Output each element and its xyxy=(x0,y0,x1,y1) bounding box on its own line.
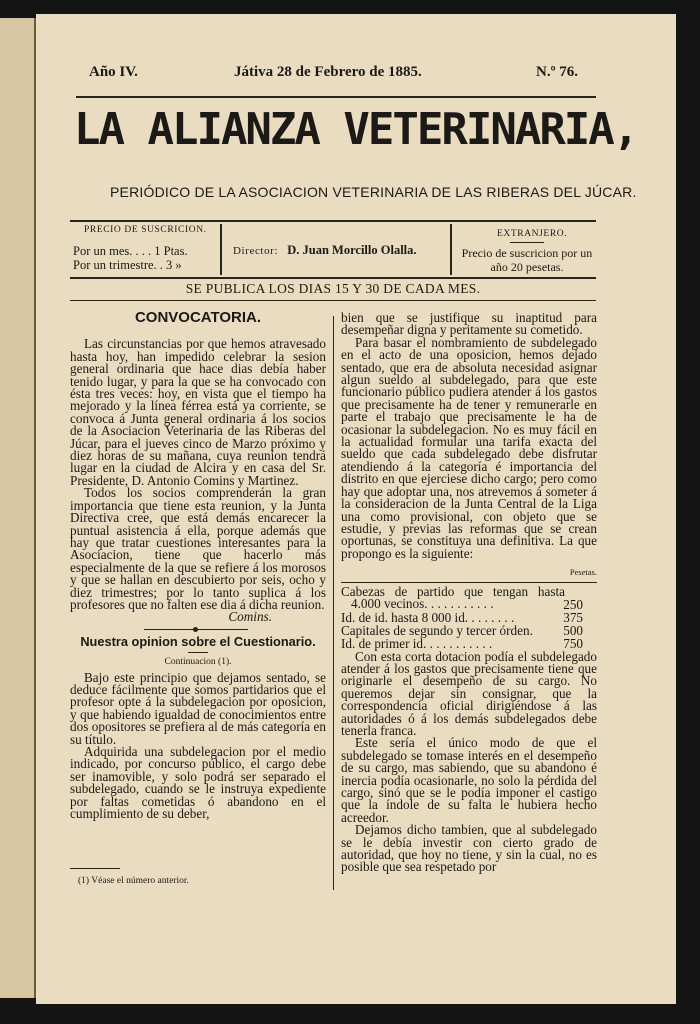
info-divider-1 xyxy=(220,224,222,275)
right-paragraph: Con esta corta dotacion podía el subdelegado atender á los gastos que precisamente tiene que originarle el desempeño de su cargo. No queremos dejar sin consignar, que la correspondencia oficial dirigiéndose á las autoridades ó á los demás subdelegados debe tenerla franca. xyxy=(341,648,597,738)
salary-row-label: Capitales de segundo y tercer órden. xyxy=(341,622,533,638)
previous-page-edge xyxy=(0,18,36,998)
salary-row-label: Id. de id. hasta 8 000 id. . . . . . . . xyxy=(341,609,515,625)
salary-row-label: Id. de primer id. . . . . . . . . . . xyxy=(341,635,493,651)
article-paragraph: Adquirida una subdelegacion por el medio indicado, por concurso público, el cargo debe ser inamovible, y solo podrá ser separado el subdelegado, cuando se le instruya expediente por faltas cometidas ó abandono en el cumplimiento de su deber, xyxy=(70,744,326,822)
salary-table-unit: Pesetas. xyxy=(569,567,597,578)
convocatoria-title: CONVOCATORIA. xyxy=(134,309,262,326)
info-bottom-rule xyxy=(70,277,596,279)
salary-row-value: 750 xyxy=(563,635,583,651)
salary-row xyxy=(341,635,597,651)
schedule-rule xyxy=(70,300,596,301)
foreign-heading: EXTRANJERO. xyxy=(497,229,568,239)
price-line-quarter: Por un trimestre. . 3 » xyxy=(73,258,182,272)
director-name: D. Juan Morcillo Olalla. xyxy=(287,243,417,257)
issue-place-date: Játiva 28 de Febrero de 1885. xyxy=(234,64,422,80)
price-line-month: Por un mes. . . . 1 Ptas. xyxy=(73,244,188,258)
director-line xyxy=(233,243,417,258)
footnote-rule xyxy=(70,868,120,869)
article-paragraph: Bajo este principio que dejamos sentado, se deduce fácilmente que somos partidarios que el profesor opte á la subdelegacion por oposicion, y que habiendo igualdad de conocimientos entre dos opositores se prefiera al de más categoría en su título. xyxy=(70,669,326,747)
article-title-rule xyxy=(188,652,208,653)
column-divider xyxy=(333,316,334,890)
salary-row xyxy=(341,583,597,613)
info-divider-2 xyxy=(450,224,452,275)
salary-row-label: Cabezas de partido que tengan hasta 4.000 vecinos. . . . . . . . . . . xyxy=(341,583,565,611)
salary-row-value: 375 xyxy=(563,609,583,625)
right-column xyxy=(341,312,597,874)
price-heading: PRECIO DE SUSCRICION. xyxy=(84,225,207,235)
masthead-title: LA ALIANZA VETERINARIA, xyxy=(74,104,638,155)
right-paragraph: Este sería el único modo de que el subdelegado se tomase interés en el desempeño de su cargo, mas sabiendo, que su abandono é inercia podía ocasionarle, no solo la pérdida del cargo, sinó que se le podía imponer el castigo que la índole de su falta le hubiera hecho acreedor. xyxy=(341,735,597,825)
header-rule xyxy=(76,96,596,98)
salary-row-value: 250 xyxy=(563,597,583,613)
salary-table-rule xyxy=(341,582,597,583)
convocatoria-paragraph: Las circunstancias por que hemos atravesado hasta hoy, han impedido celebrar la sesion general ordinaria que hace dias debía haber tenido lugar, y para la que se ha convocado con ésta tres veces: hoy, en vista que el tiempo ha mejorado y la línea férrea está ya corriente, se convoca á Junta general ordinaria á los socios de la Asociacion Veterinaria de las Riberas del Júcar, para el jueves cinco de Marzo próximo y diez horas de su mañana, cuya reunion tendrá lugar en la ciudad de Alcira y en casa del Sr. Presidente, D. Antonio Comins y Martinez. xyxy=(70,336,326,488)
issue-year: Año IV. xyxy=(89,64,138,80)
right-paragraph: Para basar el nombramiento de subdelegado en el acto de una oposicion, hemos dejado sentado, que era de absoluta necesidad asignar algun sueldo al subdelegado, para que este funcionario público pudiera atender á los gastos que precisamente ha de tener y remunerarle en parte el trabajo que precisamente le ha de ocasionar la subdelegacion. No es muy fácil en la actualidad formular una tarifa exacta del sueldo que cada subdelegado debe disfrutar atendiendo á la categoría é importancia del distrito en que ejerciese dicho cargo; pero como hay que adoptar una, nos atrevemos á someter á la consideracion de la Junta Central de la Liga una como provisional, con objeto que se estudie, y previas las reformas que se crean oportunas, se constituya una definitiva. La que propongo es la siguiente: xyxy=(341,334,597,561)
director-label: Director: xyxy=(233,245,279,257)
convocatoria-paragraph: Todos los socios comprenderán la gran importancia que tiene esta reunion, y la Junta Directiva cree, que está demás encarecer la puntual asistencia á ella, porque además que hay que tratar cuestiones interesantes para la Asociacion, tiene que hacerlo más especialmente de la que se refiere á los morosos y que se hallan en descubierto por seis, ocho y diez trimestres; por lo tanto suplica á los profesores que no falten ese dia á dicha reunion. xyxy=(70,485,326,612)
publication-schedule: SE PUBLICA LOS DIAS 15 Y 30 DE CADA MES. xyxy=(185,281,481,296)
article-title: Nuestra opinion sobre el Cuestionario. xyxy=(80,633,316,649)
salary-row-value: 500 xyxy=(563,622,583,638)
section-ornament xyxy=(70,624,326,636)
foreign-ornament xyxy=(510,242,544,243)
foreign-line-1: Precio de suscricion por un xyxy=(461,246,593,260)
issue-number: N.º 76. xyxy=(536,64,579,80)
foreign-line-2: año 20 pesetas. xyxy=(490,260,564,274)
info-top-rule xyxy=(70,220,596,222)
convocatoria-signature: Comins. xyxy=(228,609,272,625)
issue-header xyxy=(54,64,614,86)
left-column xyxy=(70,309,326,822)
article-continuation: Continuacion (1). xyxy=(164,657,232,668)
right-paragraph: bien que se justifique su inaptitud para desempeñar digna y peritamente su cometido. xyxy=(341,310,597,338)
footnote: (1) Véase el número anterior. xyxy=(78,876,189,886)
masthead-subtitle: PERIÓDICO DE LA ASOCIACION VETERINARIA DE LAS RIBERAS DEL JÚCAR. xyxy=(110,184,637,200)
right-paragraph: Dejamos dicho tambien, que al subdelegado se le debía investir con cierto grado de autoridad, que hoy no tiene, y sin la cual, no es posible que sea respetado por xyxy=(341,822,597,875)
